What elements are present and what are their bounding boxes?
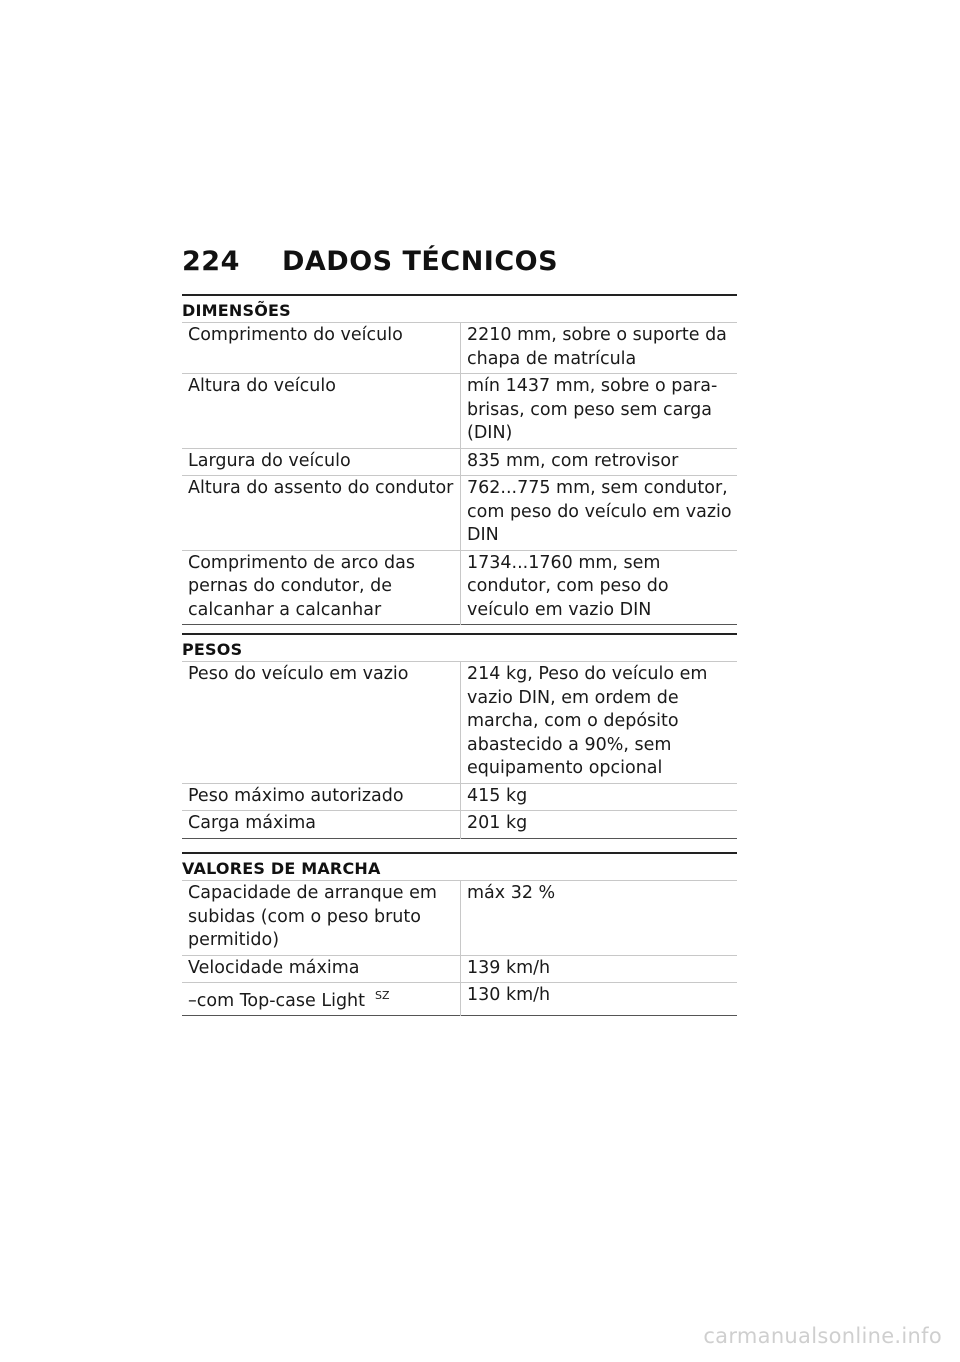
section-dimensions (182, 294, 737, 625)
spec-value: mín 1437 mm, sobre o para-brisas, com peso sem carga (DIN) (461, 374, 738, 449)
spec-label: Largura do veículo (188, 450, 351, 471)
spec-label: Velocidade máxima (188, 957, 360, 978)
section-title: VALORES DE MARCHA (182, 859, 381, 878)
spec-value: 130 km/h (461, 983, 738, 1016)
page-number: 224 (182, 246, 240, 277)
table-row (182, 955, 737, 983)
table-row (182, 550, 737, 625)
spec-label: Peso máximo autorizado (188, 785, 404, 806)
spec-label: Peso do veículo em vazio (188, 664, 409, 684)
spec-table-dimensions (182, 322, 737, 625)
table-row (182, 783, 737, 811)
option-superscript: SZ (375, 989, 390, 1002)
spec-label (182, 983, 461, 1016)
table-row (182, 374, 737, 449)
spec-value: 415 kg (461, 783, 738, 811)
spec-value: 835 mm, com retrovisor (461, 448, 738, 476)
spec-value: 214 kg, Peso do veículo em vazio DIN, em ordem de marcha, com o depósito abastecido a 90%, sem equipamento opcional (461, 662, 738, 784)
watermark: carmanualsonline.info (703, 1324, 942, 1348)
table-row (182, 448, 737, 476)
spec-value: 1734...1760 mm, sem condutor, com peso do veículo em vazio DIN (461, 550, 738, 625)
spec-label: Altura do assento do condutor (188, 478, 454, 498)
table-row (182, 811, 737, 839)
spec-label: Comprimento do veículo (188, 325, 403, 345)
spec-table-performance (182, 880, 737, 1016)
spec-value: 139 km/h (461, 955, 738, 983)
chapter-title: DADOS TÉCNICOS (282, 246, 559, 277)
table-row (182, 983, 737, 1016)
spec-label: Carga máxima (188, 813, 316, 833)
spec-value: 201 kg (461, 811, 738, 839)
spec-table-weights (182, 661, 737, 839)
table-row (182, 476, 737, 551)
section-performance (182, 852, 737, 1016)
spec-label: Capacidade de arranque em subidas (com o peso bruto permitido) (188, 883, 437, 950)
section-title: DIMENSÕES (182, 301, 291, 320)
spec-label: Comprimento de arco das pernas do condutor, de calcanhar a calcanhar (188, 552, 415, 620)
table-row (182, 881, 737, 956)
table-row (182, 662, 737, 784)
spec-label-text: –com Top-case Light (188, 990, 365, 1011)
spec-value: 762...775 mm, sem condutor, com peso do veículo em vazio DIN (461, 476, 738, 551)
spec-value: 2210 mm, sobre o suporte da chapa de matrícula (461, 323, 738, 374)
section-weights (182, 633, 737, 839)
section-title: PESOS (182, 640, 243, 659)
spec-label: Altura do veículo (188, 376, 336, 396)
page-header (182, 246, 558, 277)
spec-value: máx 32 % (461, 881, 738, 956)
table-row (182, 323, 737, 374)
